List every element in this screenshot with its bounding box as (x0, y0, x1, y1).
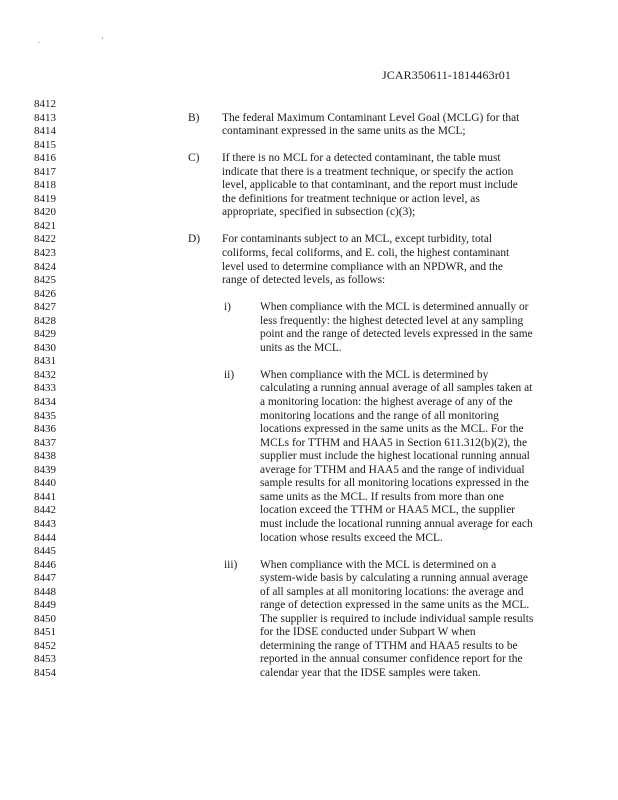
item-label: i) (224, 301, 231, 314)
line-number: 8418 (34, 179, 56, 192)
line-text: system-wide basis by calculating a running annual average (260, 572, 528, 585)
line-text: location whose results exceed the MCL. (260, 531, 443, 544)
document-line (0, 477, 618, 491)
line-number: 8440 (34, 477, 56, 490)
document-line (0, 532, 618, 546)
document-line (0, 247, 618, 261)
line-number: 8430 (34, 341, 56, 354)
line-text: locations expressed in the same units as the MCL. For the (260, 423, 524, 436)
line-number: 8420 (34, 206, 56, 219)
line-number: 8422 (34, 233, 56, 246)
line-number: 8419 (34, 192, 56, 205)
document-body (0, 98, 618, 681)
line-number: 8442 (34, 504, 56, 517)
line-text: average for TTHM and HAA5 and the range of individual (260, 463, 525, 476)
line-text: range of detection expressed in the same units as the MCL. (260, 599, 530, 612)
document-line (0, 586, 618, 600)
line-number: 8437 (34, 436, 56, 449)
document-line (0, 179, 618, 193)
line-text: When compliance with the MCL is determined annually or (260, 301, 529, 314)
document-line (0, 233, 618, 247)
document-line (0, 98, 618, 112)
line-number: 8421 (34, 219, 56, 232)
line-text: point and the range of detected levels expressed in the same (260, 328, 533, 341)
line-number: 8441 (34, 490, 56, 503)
document-line (0, 626, 618, 640)
line-number: 8426 (34, 287, 56, 300)
line-text: monitoring locations and the range of all monitoring (260, 409, 499, 422)
document-line (0, 315, 618, 329)
line-text: location exceed the TTHM or HAA5 MCL, the supplier (260, 504, 516, 517)
document-line (0, 572, 618, 586)
document-line (0, 410, 618, 424)
line-number: 8450 (34, 612, 56, 625)
line-number: 8453 (34, 653, 56, 666)
document-line (0, 152, 618, 166)
document-line (0, 545, 618, 559)
document-line (0, 653, 618, 667)
item-label: ii) (224, 368, 235, 381)
line-number: 8443 (34, 517, 56, 530)
document-line (0, 112, 618, 126)
line-text: sample results for all monitoring locations expressed in the (260, 477, 529, 490)
line-text: For contaminants subject to an MCL, except turbidity, total (222, 233, 493, 246)
line-number: 8428 (34, 314, 56, 327)
document-line (0, 261, 618, 275)
line-number: 8447 (34, 572, 56, 585)
document-line (0, 369, 618, 383)
line-text: of all samples at all monitoring locations: the average and (260, 585, 524, 598)
document-line (0, 640, 618, 654)
document-line (0, 193, 618, 207)
line-number: 8416 (34, 152, 56, 165)
document-line (0, 437, 618, 451)
line-text: supplier must include the highest locational running annual (260, 450, 530, 463)
document-line (0, 382, 618, 396)
line-number: 8444 (34, 531, 56, 544)
line-text: When compliance with the MCL is determined by (260, 368, 489, 381)
line-number: 8414 (34, 125, 56, 138)
line-number: 8429 (34, 328, 56, 341)
document-line (0, 301, 618, 315)
document-line (0, 450, 618, 464)
line-number: 8438 (34, 450, 56, 463)
scan-specks: . ' (38, 36, 134, 45)
line-number: 8412 (34, 98, 56, 110)
line-text: reported in the annual consumer confidence report for the (260, 653, 523, 666)
line-number: 8445 (34, 545, 56, 558)
document-line (0, 504, 618, 518)
document-line (0, 491, 618, 505)
line-number: 8439 (34, 463, 56, 476)
line-number: 8451 (34, 626, 56, 639)
line-number: 8448 (34, 585, 56, 598)
document-line (0, 166, 618, 180)
line-text: MCLs for TTHM and HAA5 in Section 611.312(b)(2), the (260, 436, 528, 449)
line-text: The supplier is required to include individual sample results (260, 612, 534, 625)
line-number: 8425 (34, 274, 56, 287)
item-label: B) (188, 111, 200, 124)
document-line (0, 206, 618, 220)
document-line (0, 288, 618, 302)
line-text: must include the locational running annual average for each (260, 517, 533, 530)
line-text: less frequently: the highest detected level at any sampling (260, 314, 524, 327)
line-text: calculating a running annual average of all samples taken at (260, 382, 533, 395)
line-number: 8449 (34, 599, 56, 612)
line-number: 8413 (34, 111, 56, 124)
document-id: JCAR350611-1814463r01 (382, 68, 511, 82)
document-line (0, 464, 618, 478)
line-number: 8427 (34, 301, 56, 314)
line-text: a monitoring location: the highest average of any of the (260, 396, 513, 409)
document-line (0, 559, 618, 573)
document-line (0, 355, 618, 369)
line-text: level used to determine compliance with an NPDWR, and the (222, 260, 503, 273)
document-line (0, 139, 618, 153)
line-number: 8417 (34, 165, 56, 178)
line-text: appropriate, specified in subsection (c)(3); (222, 206, 416, 219)
document-line (0, 125, 618, 139)
line-number: 8454 (34, 666, 56, 679)
line-text: When compliance with the MCL is determined on a (260, 558, 497, 571)
document-line (0, 328, 618, 342)
line-number: 8446 (34, 558, 56, 571)
line-number: 8432 (34, 368, 56, 381)
line-text: If there is no MCL for a detected contaminant, the table must (222, 152, 501, 165)
line-text: same units as the MCL. If results from more than one (260, 490, 504, 503)
document-line (0, 342, 618, 356)
document-line (0, 423, 618, 437)
document-line (0, 220, 618, 234)
document-line (0, 396, 618, 410)
document-line (0, 518, 618, 532)
document-line (0, 613, 618, 627)
line-text: coliforms, fecal coliforms, and E. coli, the highest contaminant (222, 247, 510, 260)
document-line (0, 667, 618, 681)
line-text: determining the range of TTHM and HAA5 results to be (260, 639, 518, 652)
item-label: C) (188, 152, 200, 165)
line-number: 8435 (34, 409, 56, 422)
line-text: for the IDSE conducted under Subpart W when (260, 626, 476, 639)
line-text: The federal Maximum Contaminant Level Goal (MCLG) for that (222, 111, 520, 124)
line-number: 8436 (34, 423, 56, 436)
line-text: calendar year that the IDSE samples were taken. (260, 666, 481, 679)
line-number: 8433 (34, 382, 56, 395)
line-text: the definitions for treatment technique or action level, as (222, 192, 480, 205)
line-text: units as the MCL. (260, 341, 342, 354)
document-line (0, 274, 618, 288)
line-number: 8415 (34, 138, 56, 151)
document-line (0, 599, 618, 613)
line-number: 8424 (34, 260, 56, 273)
line-number: 8434 (34, 396, 56, 409)
item-label: D) (188, 233, 201, 246)
line-text: range of detected levels, as follows: (222, 274, 386, 287)
line-number: 8423 (34, 247, 56, 260)
item-label: iii) (224, 558, 238, 571)
line-number: 8431 (34, 355, 56, 368)
line-text: indicate that there is a treatment technique, or specify the action (222, 165, 514, 178)
line-number: 8452 (34, 639, 56, 652)
line-text: contaminant expressed in the same units as the MCL; (222, 125, 466, 138)
line-text: level, applicable to that contaminant, and the report must include (222, 179, 518, 192)
